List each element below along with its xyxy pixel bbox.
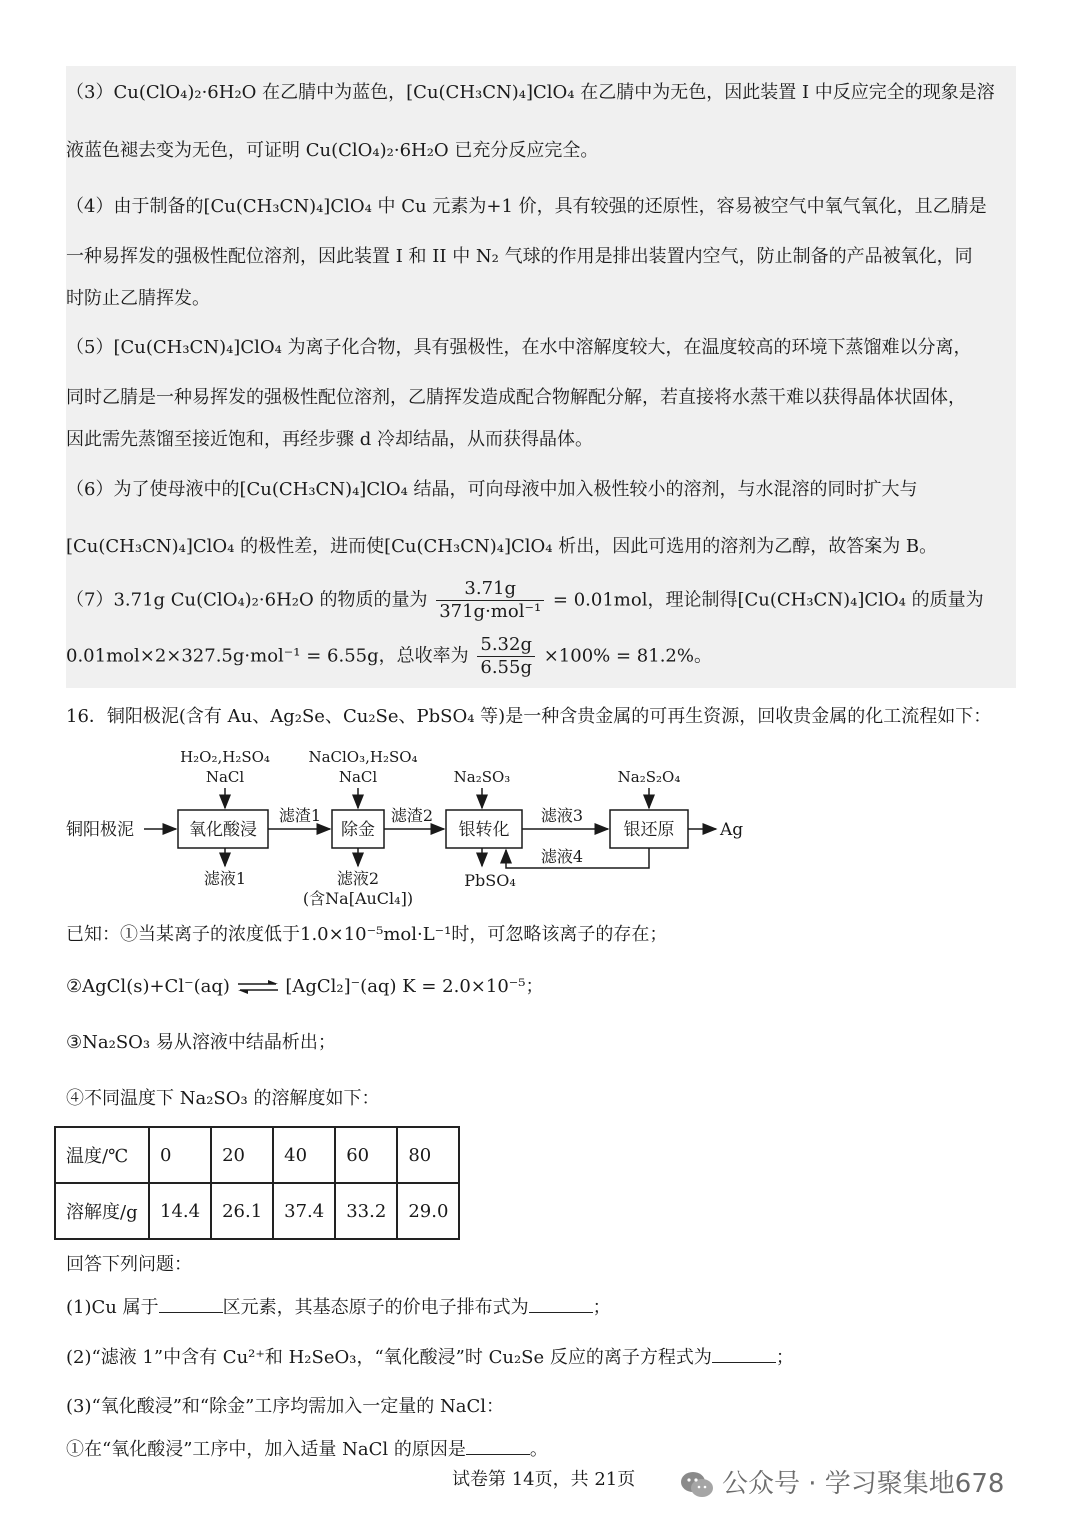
equilibrium-arrow-icon [236,980,280,994]
sub1-text-c: ； [592,1297,611,1318]
table-header-temperature: 温度/℃ [55,1127,149,1183]
flow-box1-output: 滤液1 [203,869,247,888]
flow-arrow1-label: 滤渣1 [278,806,322,825]
flow-box2-label: 除金 [341,820,375,840]
flow-box3-reagent: Na₂SO₃ [453,768,511,786]
flow-arrow3-label: 滤液3 [540,806,584,825]
flow-box1-label: 氧化酸浸 [189,820,257,840]
answer-blank[interactable] [529,1294,593,1313]
table-cell: 60 [335,1127,397,1183]
q7-text-a: （7）3.71g Cu(ClO₄)₂·6H₂O 的物质的量为 [66,589,428,611]
answer-blank[interactable] [466,1436,530,1455]
page-footer: 试卷第 14页，共 21页 [452,1469,636,1490]
known-condition-3: ③Na₂SO₃ 易从溶液中结晶析出； [66,1032,336,1053]
table-row [55,1127,459,1183]
flow-box3-output: PbSO₄ [464,871,516,890]
q7-text-d: ×100% = 81.2%。 [543,645,712,667]
flow-box3-label: 银转化 [458,820,510,840]
answer-q4-line1: （4）由于制备的[Cu(CH₃CN)₄]ClO₄ 中 Cu 元素为+1 价，具有较强的还原性，容易被空气中氧气氧化，且乙腈是 [66,196,987,217]
process-flowchart [60,742,760,912]
sub-question-3: (3)“氧化酸浸”和“除金”工序均需加入一定量的 NaCl： [66,1396,505,1417]
known-condition-1: 已知：①当某离子的浓度低于1.0×10⁻⁵mol·L⁻¹时，可忽略该离子的存在； [66,924,668,945]
answer-q7-line2 [66,634,712,679]
table-cell: 40 [273,1127,335,1183]
q7-frac2-numerator: 5.32g [477,634,535,657]
q7-text-c: 0.01mol×2×327.5g·mol⁻¹ = 6.55g，总收率为 [66,645,469,667]
watermark-text: 公众号 · 学习聚集地678 [722,1469,1005,1499]
q7-fraction-2 [477,634,535,679]
answer-q5-line1: （5）[Cu(CH₃CN)₄]ClO₄ 为离子化合物，具有强极性，在水中溶解度较大，在温度较高的环境下蒸馏难以分离， [66,337,972,358]
table-cell: 29.0 [397,1183,459,1239]
answer-q4-line2: 一种易挥发的强极性配位溶剂，因此装置 I 和 II 中 N₂ 气球的作用是排出装置内空气，防止制备的产品被氧化，同 [66,246,973,267]
sub-question-1 [66,1294,611,1321]
q7-frac1-numerator: 3.71g [436,578,544,601]
answer-q6-line1: （6）为了使母液中的[Cu(CH₃CN)₄]ClO₄ 结晶，可向母液中加入极性较小的溶剂，与水混溶的同时扩大与 [66,479,918,500]
q7-frac1-denominator: 371g·mol⁻¹ [439,601,542,622]
question-16-stem: 16．铜阳极泥(含有 Au、Ag₂Se、Cu₂Se、PbSO₄ 等)是一种含贵金属的可再生资源，回收贵金属的化工流程如下： [66,706,992,727]
flow-box1-reagent-2: NaCl [205,768,245,786]
answer-q3-line1: （3）Cu(ClO₄)₂·6H₂O 在乙腈中为蓝色，[Cu(CH₃CN)₄]ClO₄ 在乙腈中为无色，因此装置 I 中反应完全的现象是溶 [66,82,995,103]
answer-q5-line2: 同时乙腈是一种易挥发的强极性配位溶剂，乙腈挥发造成配合物解配分解，若直接将水蒸干难以获得晶体状固体， [66,387,966,408]
sub2-text-b: ； [775,1347,794,1368]
table-cell: 14.4 [149,1183,211,1239]
flow-arrow2-label: 滤渣2 [390,806,434,825]
q7-text-b: = 0.01mol，理论制得[Cu(CH₃CN)₄]ClO₄ 的质量为 [552,589,984,611]
table-row [55,1183,459,1239]
flow-box4-label: 银还原 [623,820,675,840]
known-condition-4: ④不同温度下 Na₂SO₃ 的溶解度如下： [66,1088,380,1109]
sub3-1-text-b: 。 [529,1439,548,1460]
flow-product-label: Ag [720,820,744,840]
flow-box2-reagent-1: NaClO₃,H₂SO₄ [308,748,418,766]
sub1-text-a: (1)Cu 属于 [66,1297,159,1318]
table-cell: 0 [149,1127,211,1183]
table-cell: 80 [397,1127,459,1183]
flow-return-label: 滤液4 [540,847,584,866]
wechat-icon [680,1470,714,1500]
sub-question-3-1 [66,1436,548,1463]
answer-q7-line1 [66,578,984,623]
answer-prompt: 回答下列问题： [66,1254,192,1275]
sub1-text-b: 区元素，其基态原子的价电子排布式为 [222,1297,529,1318]
watermark [680,1463,1004,1500]
table-header-solubility: 溶解度/g [55,1183,149,1239]
table-cell: 37.4 [273,1183,335,1239]
flow-box1-reagent-1: H₂O₂,H₂SO₄ [180,748,270,766]
solubility-table [54,1126,460,1240]
answer-blank[interactable] [159,1294,223,1313]
table-cell: 20 [211,1127,273,1183]
sub3-1-text-a: ①在“氧化酸浸”工序中，加入适量 NaCl 的原因是 [66,1439,466,1460]
answer-blank[interactable] [712,1344,776,1363]
answer-q5-line3: 因此需先蒸馏至接近饱和，再经步骤 d 冷却结晶，从而获得晶体。 [66,429,593,450]
answer-q4-line3: 时防止乙腈挥发。 [66,288,210,309]
known-2-left: ②AgCl(s)+Cl⁻(aq) [66,976,230,997]
flow-box2-output-2: (含Na[AuCl₄]) [302,889,414,908]
q7-fraction-1 [436,578,544,623]
table-cell: 26.1 [211,1183,273,1239]
table-cell: 33.2 [335,1183,397,1239]
sub2-text-a: (2)“滤液 1”中含有 Cu²⁺和 H₂SeO₃，“氧化酸浸”时 Cu₂Se 反应的离子方程式为 [66,1347,712,1368]
answer-q3-line2: 液蓝色褪去变为无色，可证明 Cu(ClO₄)₂·6H₂O 已充分反应完全。 [66,140,599,161]
known-condition-2 [66,974,544,1000]
flow-box2-reagent-2: NaCl [338,768,378,786]
flow-box2-output-1: 滤液2 [336,869,380,888]
flow-box4-reagent: Na₂S₂O₄ [617,768,681,786]
known-2-right: [AgCl₂]⁻(aq) K = 2.0×10⁻⁵； [285,976,544,997]
q7-frac2-denominator: 6.55g [480,657,532,678]
flow-start-label: 铜阳极泥 [66,820,134,840]
sub-question-2 [66,1344,794,1371]
answer-q6-line2: [Cu(CH₃CN)₄]ClO₄ 的极性差，进而使[Cu(CH₃CN)₄]ClO₄ 析出，因此可选用的溶剂为乙醇，故答案为 B。 [66,536,938,557]
